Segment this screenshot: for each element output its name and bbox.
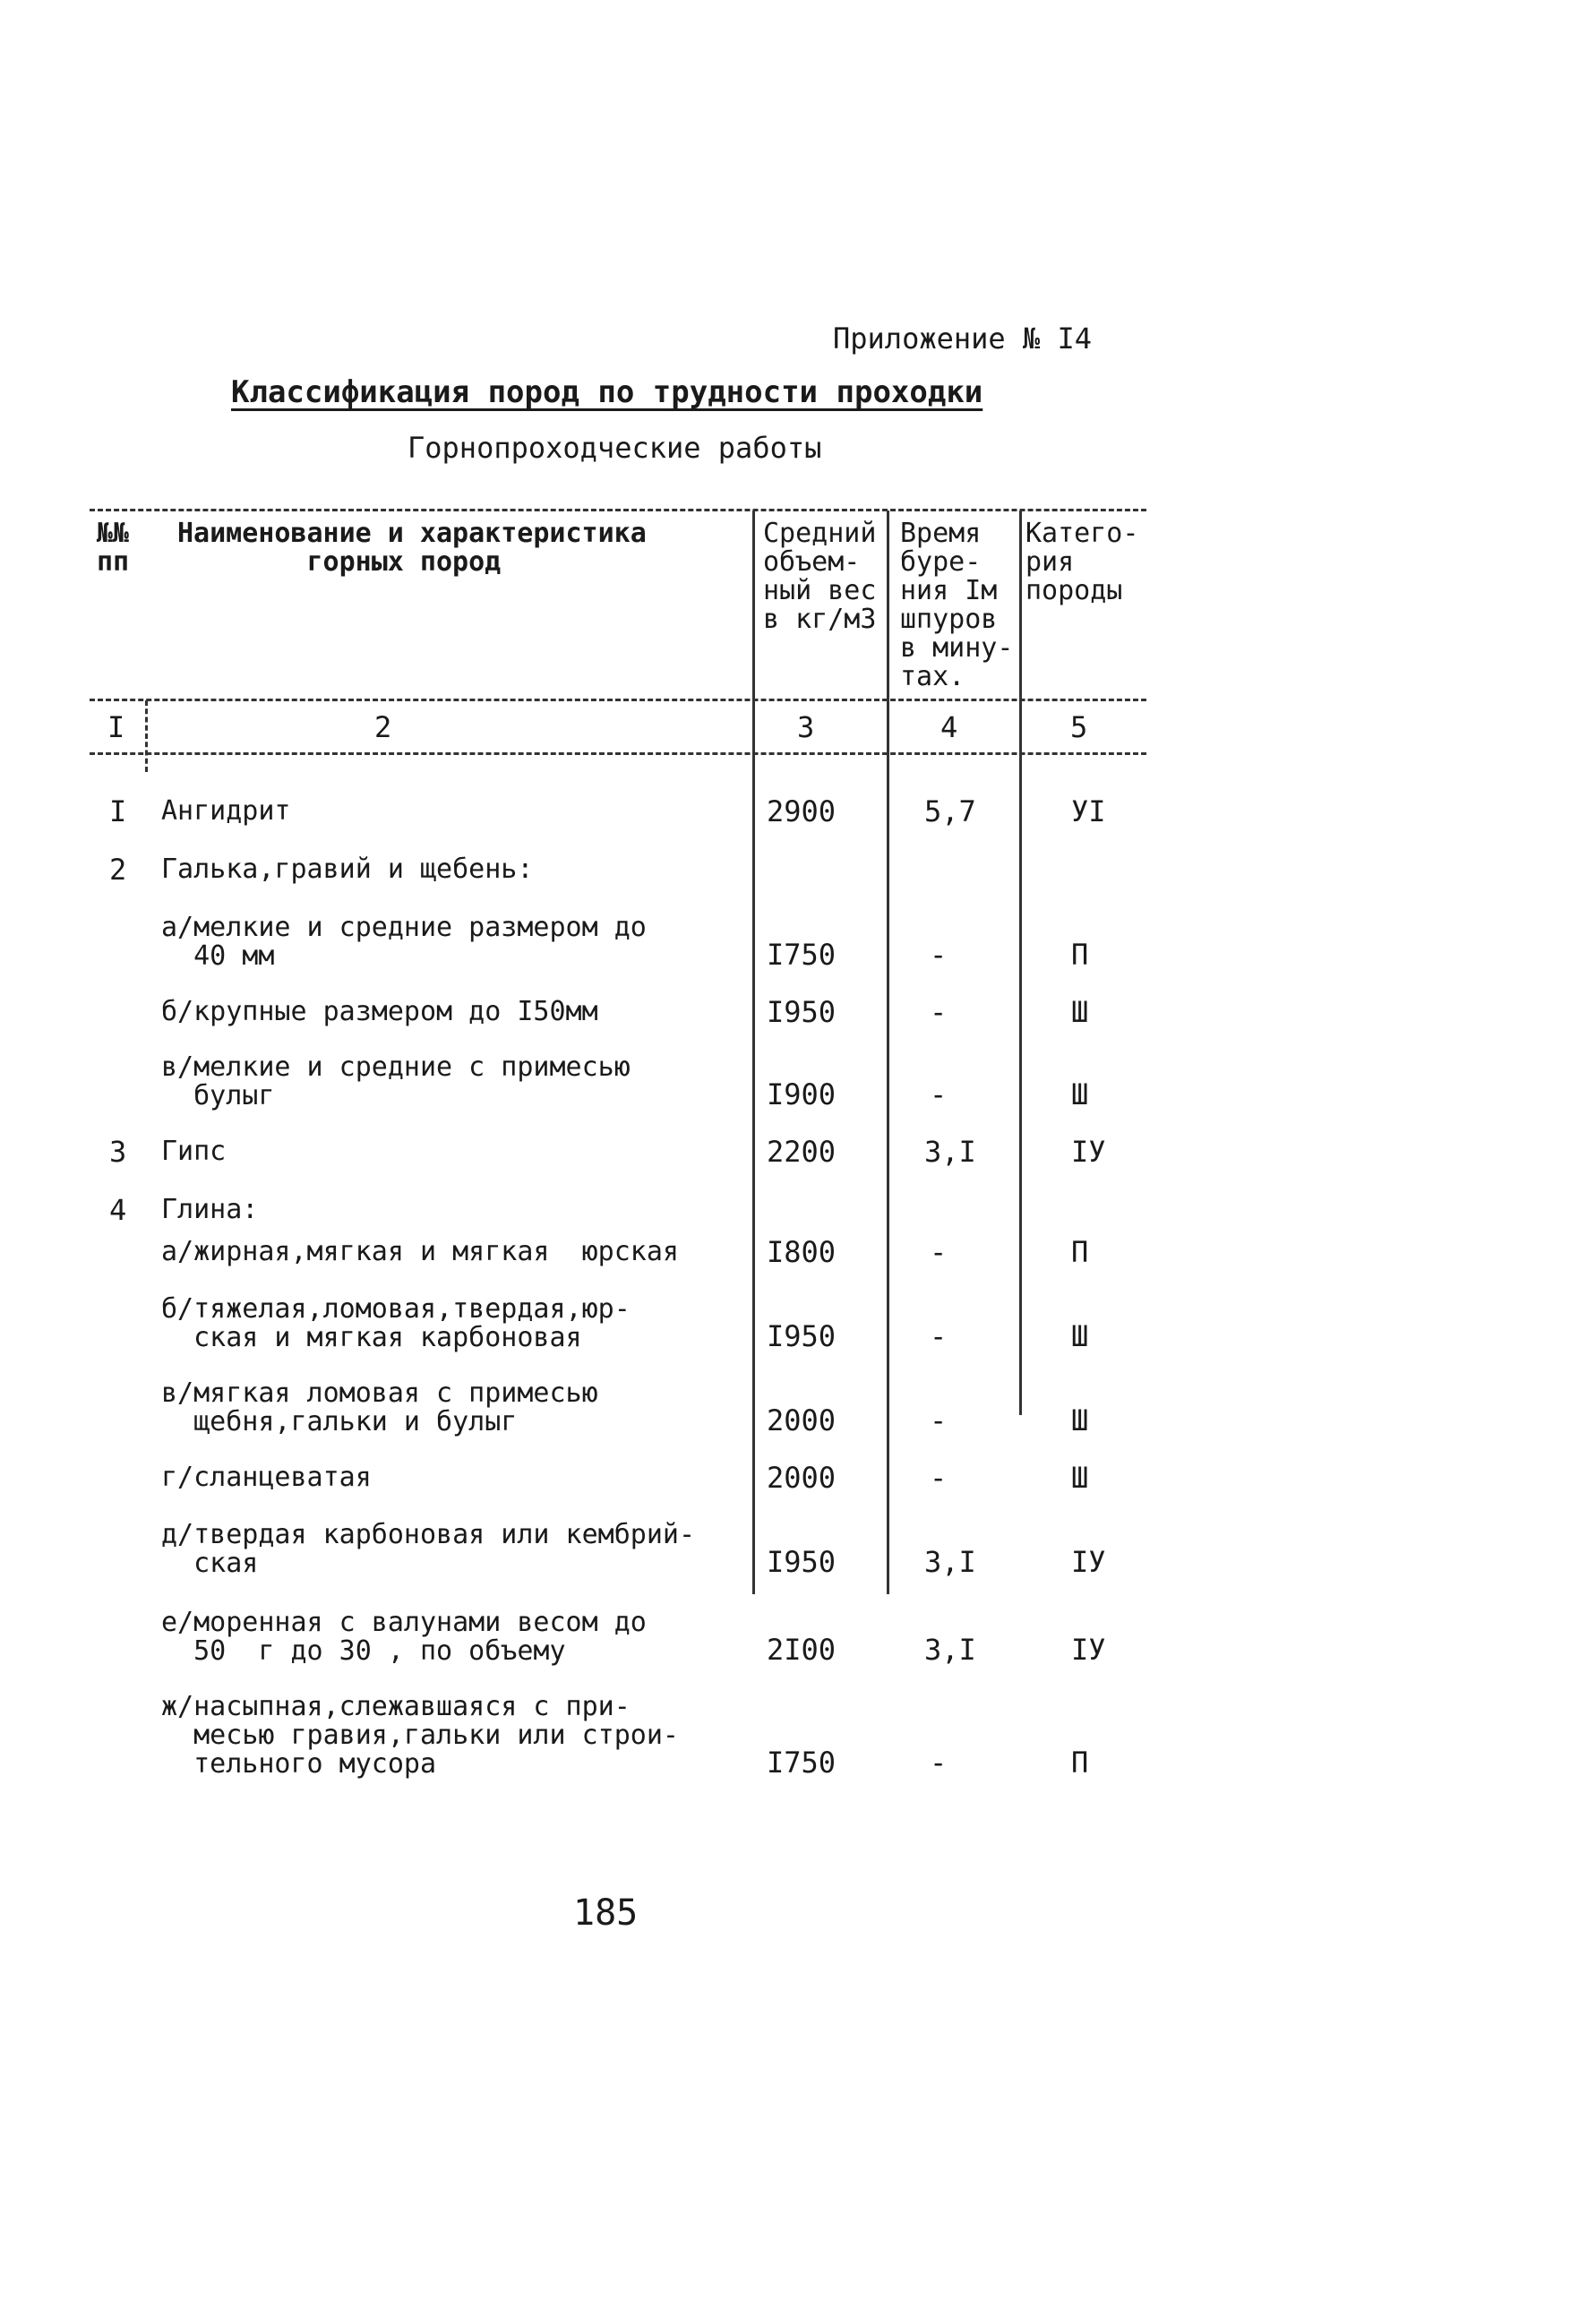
row-weight: I950 [767, 1319, 837, 1353]
header-category: Катего- рия породы [1025, 518, 1139, 606]
row-category: П [1071, 1746, 1089, 1780]
row-name: ж/насыпная,слежавшаяся с при- месью гравия,гальки или строи- тельного мусора [161, 1691, 679, 1780]
row-category: Ш [1071, 1461, 1089, 1495]
row-weight: I750 [767, 938, 837, 972]
row-weight: I900 [767, 1077, 837, 1111]
row-name: в/мелкие и средние с примесью булыг [161, 1051, 631, 1111]
row-time: - [930, 1319, 948, 1353]
row-name: Гипс [161, 1136, 227, 1167]
row-time: 3,I [924, 1135, 976, 1169]
column-divider-5 [1019, 511, 1022, 1415]
row-time: - [930, 1461, 948, 1495]
table-top-rule [90, 509, 1146, 511]
colnum-2: 2 [374, 710, 392, 744]
appendix-label: Приложение № I4 [833, 322, 1092, 356]
row-name: в/мягкая ломовая с примесью щебня,гальки и булыг [161, 1377, 598, 1437]
page-number: 185 [573, 1892, 639, 1934]
row-weight: 2000 [767, 1403, 837, 1437]
row-category: IУ [1071, 1135, 1106, 1169]
colnum-3: 3 [797, 710, 815, 744]
colnum-5: 5 [1070, 710, 1088, 744]
header-name: Наименование и характеристика горных пород [177, 518, 647, 578]
colnum-1: I [107, 710, 125, 744]
header-bottom-rule [90, 699, 1146, 701]
row-time: 5,7 [924, 794, 976, 828]
row-name: а/жирная,мягкая и мягкая юрская [161, 1236, 679, 1267]
row-weight: 2000 [767, 1461, 837, 1495]
row-num: 4 [109, 1193, 127, 1227]
row-name: б/крупные размером до I50мм [161, 996, 598, 1027]
row-category: П [1071, 1235, 1089, 1269]
row-category: УI [1071, 794, 1106, 828]
document-subtitle: Горнопроходческие работы [408, 431, 822, 465]
header-num: №№ пп [97, 518, 130, 578]
row-name: Глина: [161, 1194, 259, 1225]
row-weight: 2200 [767, 1135, 837, 1169]
row-category: Ш [1071, 995, 1089, 1029]
row-weight: 2900 [767, 794, 837, 828]
colnum-bottom-rule [90, 752, 1146, 755]
colnum-4: 4 [940, 710, 958, 744]
row-time: - [930, 938, 948, 972]
row-weight: I950 [767, 995, 837, 1029]
row-weight: I800 [767, 1235, 837, 1269]
row-name: е/моренная с валунами весом до 50 г до 30 , по объему [161, 1607, 647, 1667]
column-divider-4 [887, 511, 889, 1594]
row-name: Ангидрит [161, 795, 291, 827]
row-category: П [1071, 938, 1089, 972]
row-name: б/тяжелая,ломовая,твердая,юр- ская и мягкая карбоновая [161, 1293, 631, 1353]
row-num: I [109, 794, 127, 828]
row-num: 3 [109, 1135, 127, 1169]
row-time: - [930, 1235, 948, 1269]
row-time: 3,I [924, 1633, 976, 1667]
row-time: - [930, 995, 948, 1029]
row-time: 3,I [924, 1545, 976, 1579]
column-divider-3 [752, 511, 755, 1594]
header-time: Время буре- ния Iм шпуров в мину- тах. [900, 518, 1014, 692]
row-category: IУ [1071, 1633, 1106, 1667]
row-time: - [930, 1746, 948, 1780]
row-name: г/сланцеватая [161, 1462, 372, 1493]
row-weight: I750 [767, 1746, 837, 1780]
row-category: IУ [1071, 1545, 1106, 1579]
row-weight: 2I00 [767, 1633, 837, 1667]
row-num: 2 [109, 853, 127, 887]
row-time: - [930, 1077, 948, 1111]
column-divider-2 [145, 700, 148, 772]
row-name: д/твердая карбоновая или кембрий- ская [161, 1519, 696, 1579]
row-category: Ш [1071, 1077, 1089, 1111]
document-title: Классификация пород по трудности проходки [231, 374, 983, 410]
row-time: - [930, 1403, 948, 1437]
row-name: Галька,гравий и щебень: [161, 854, 534, 885]
row-name: а/мелкие и средние размером до 40 мм [161, 912, 647, 972]
row-weight: I950 [767, 1545, 837, 1579]
header-weight: Средний объем- ный вес в кг/м3 [763, 518, 877, 635]
row-category: Ш [1071, 1403, 1089, 1437]
row-category: Ш [1071, 1319, 1089, 1353]
